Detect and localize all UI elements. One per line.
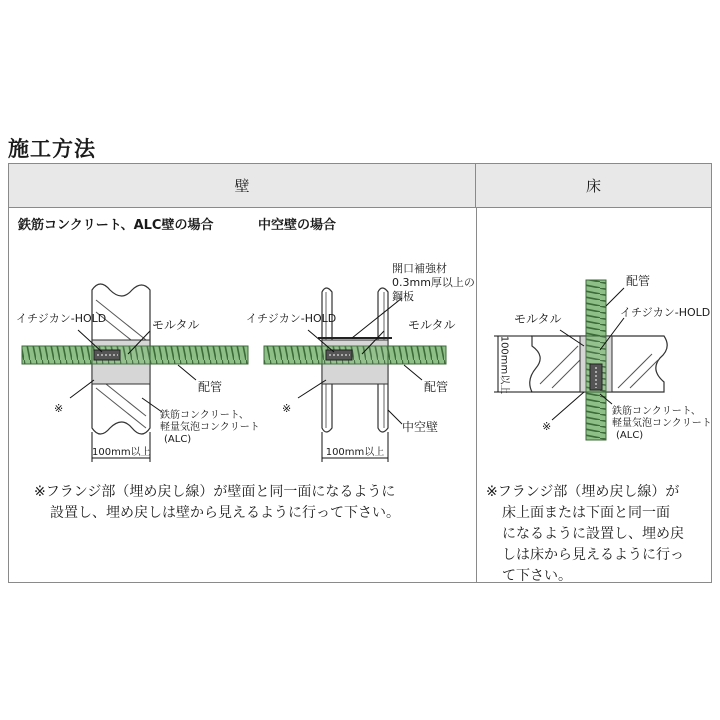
hollow-label-mortar: モルタル — [408, 318, 456, 332]
rc-label-mortar: モルタル — [152, 318, 200, 332]
hollow-label-mark: ※ — [282, 402, 292, 415]
rc-label-material-3: (ALC) — [164, 434, 192, 445]
wall-note-line-2: 設置し、埋め戻しは壁から見えるように行って下さい。 — [50, 505, 400, 521]
floor-label-hold: イチジカン-HOLD — [620, 306, 711, 319]
rc-label-hold: イチジカン-HOLD — [16, 312, 107, 325]
page-title: 施工方法 — [8, 137, 96, 161]
header-wall: 壁 — [9, 164, 476, 208]
floor-label-material-1: 鉄筋コンクリート、 — [612, 406, 701, 417]
floor-label-material-2: 軽量気泡コンクリート — [612, 418, 712, 429]
rc-dimension: 100mm以上 — [92, 447, 151, 458]
floor-label-mark: ※ — [542, 420, 552, 433]
wall-note-line-1: ※フランジ部（埋め戻し線）が壁面と同一面になるように — [34, 484, 396, 500]
hollow-label-wall: 中空壁 — [402, 420, 439, 434]
hollow-label-plate-3: 鋼板 — [392, 290, 414, 303]
floor-note-line-5: て下さい。 — [502, 568, 572, 584]
hollow-label-plate-2: 0.3mm厚以上の — [392, 276, 475, 289]
hollow-wall-heading: 中空壁の場合 — [258, 218, 337, 233]
floor-note-line-3: になるように設置し、埋め戻 — [502, 526, 684, 542]
hollow-dimension: 100mm以上 — [325, 447, 385, 458]
floor-dimension: 100mm以上 — [498, 335, 510, 395]
rc-wall-diagram — [22, 284, 248, 462]
rc-label-mark: ※ — [54, 402, 64, 415]
floor-note-line-1: ※フランジ部（埋め戻し線）が — [486, 484, 680, 500]
header-floor: 床 — [476, 164, 711, 208]
floor-note-line-4: しは床から見えるように行っ — [502, 547, 684, 563]
floor-label-mortar: モルタル — [514, 312, 562, 326]
hollow-label-hold: イチジカン-HOLD — [246, 312, 337, 325]
floor-note-line-2: 床上面または下面と同一面 — [502, 505, 670, 521]
hollow-label-plate-1: 開口補強材 — [392, 262, 447, 275]
rc-wall-heading: 鉄筋コンクリート、ALC壁の場合 — [18, 218, 214, 233]
floor-label-material-3: (ALC) — [616, 430, 644, 441]
rc-label-material-2: 軽量気泡コンクリート — [160, 422, 260, 433]
rc-label-material-1: 鉄筋コンクリート、 — [160, 410, 249, 421]
floor-label-pipe: 配管 — [626, 274, 651, 288]
rc-label-pipe: 配管 — [198, 380, 223, 394]
hollow-label-pipe: 配管 — [424, 380, 449, 394]
